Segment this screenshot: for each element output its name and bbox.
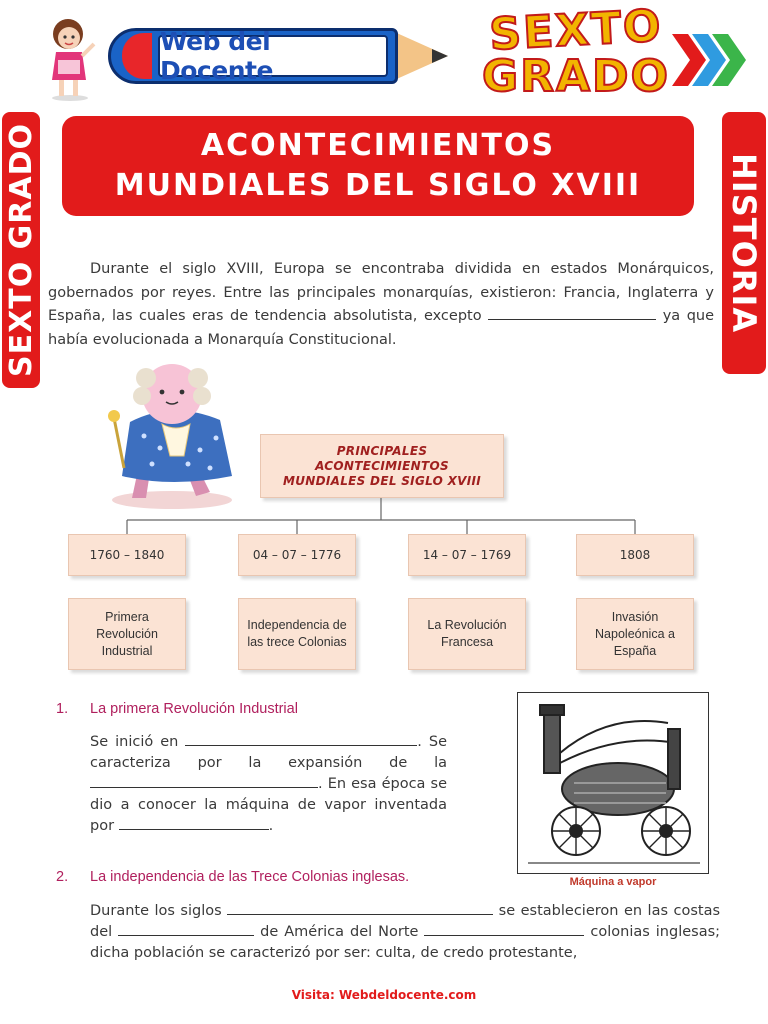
diagram-title: [260, 434, 504, 498]
brand-name: Web del Docente: [158, 35, 388, 77]
section2-title: La independencia de las Trece Colonias inglesas.: [90, 869, 410, 885]
event-date-4: 1808: [576, 534, 694, 576]
event-name-3: La Revolución Francesa: [408, 598, 526, 670]
teacher-illustration: [42, 14, 98, 102]
answer-blank[interactable]: [488, 306, 656, 320]
steam-engine-illustration: [518, 693, 708, 873]
section2-text1: Durante los siglos: [90, 903, 222, 919]
section2-text3: de América del Norte: [260, 924, 419, 940]
chevron-arrows-icon: [672, 30, 752, 90]
page-header: [0, 0, 768, 110]
grade-badge: [476, 0, 676, 108]
diagram-title-line1: PRINCIPALES: [336, 443, 428, 458]
steam-engine-image: [517, 692, 709, 874]
answer-blank[interactable]: [185, 732, 417, 746]
event-name-2: Independencia de las trece Colonias: [238, 598, 356, 670]
section1-paragraph: [90, 732, 447, 837]
section1-text3: . En esa época se dio a conocer la máquina de vapor inventada por: [90, 776, 447, 834]
event-date-1: 1760 – 1840: [68, 534, 186, 576]
section2-heading: [56, 869, 409, 885]
event-name-1: Primera Revolución Industrial: [68, 598, 186, 670]
side-subject-label: [722, 112, 766, 374]
section2-number: 2.: [56, 869, 69, 885]
grade-badge-line1: SEXTO: [488, 0, 664, 61]
steam-engine-caption: Máquina a vapor: [569, 876, 657, 888]
intro-paragraph: [48, 258, 714, 352]
mascot-illustration: [100, 352, 242, 512]
answer-blank[interactable]: [119, 816, 269, 830]
page-title: [62, 116, 694, 216]
side-grade-label: [2, 112, 40, 388]
section2-text4: colonias inglesas; dicha población se caracterizó por ser: culta, de credo protestante,: [90, 924, 721, 961]
answer-blank[interactable]: [227, 901, 493, 915]
event-name-4: Invasión Napoleónica a España: [576, 598, 694, 670]
page-title-line1: ACONTECIMIENTOS: [200, 128, 556, 163]
section2-paragraph: [90, 901, 720, 964]
intro-text-part1: Durante el siglo XVIII, Europa se encontraba dividida en estados Monárquicos, gobernados por reyes. Entre las principales monarquías, existieron: Francia, Inglaterra y España, las cuales eras de tendencia absolutista, excepto: [48, 261, 714, 324]
grade-badge-line2: GRADO: [482, 51, 670, 102]
section1-text1: Se inició en: [90, 734, 179, 750]
page-title-line2: MUNDIALES DEL SIGLO XVIII: [114, 168, 642, 203]
intro-text-part2: ya que había evolucionada a Monarquía Constitucional.: [48, 308, 715, 348]
event-date-2: 04 – 07 – 1776: [238, 534, 356, 576]
diagram-title-line2: ACONTECIMIENTOS: [315, 458, 449, 473]
event-date-3: 14 – 07 – 1769: [408, 534, 526, 576]
section1-heading: [56, 701, 298, 717]
section1-text2: . Se caracteriza por la expansión de la: [90, 734, 448, 771]
pencil-lead-shape: [432, 49, 448, 63]
section1-title: La primera Revolución Industrial: [90, 701, 298, 717]
side-subject-text: HISTORIA: [725, 152, 763, 334]
diagram-title-line3: MUNDIALES DEL SIGLO XVIII: [282, 473, 482, 488]
answer-blank[interactable]: [90, 774, 318, 788]
brand-pencil-logo[interactable]: [108, 22, 448, 94]
section1-text4: .: [268, 818, 274, 834]
side-grade-text: SEXTO GRADO: [3, 123, 39, 377]
section2-text2: se establecieron en las costas del: [90, 903, 721, 940]
section1-number: 1.: [56, 701, 69, 717]
footer-link[interactable]: Visita: Webdeldocente.com: [291, 988, 477, 1002]
answer-blank[interactable]: [424, 922, 584, 936]
answer-blank[interactable]: [118, 922, 254, 936]
